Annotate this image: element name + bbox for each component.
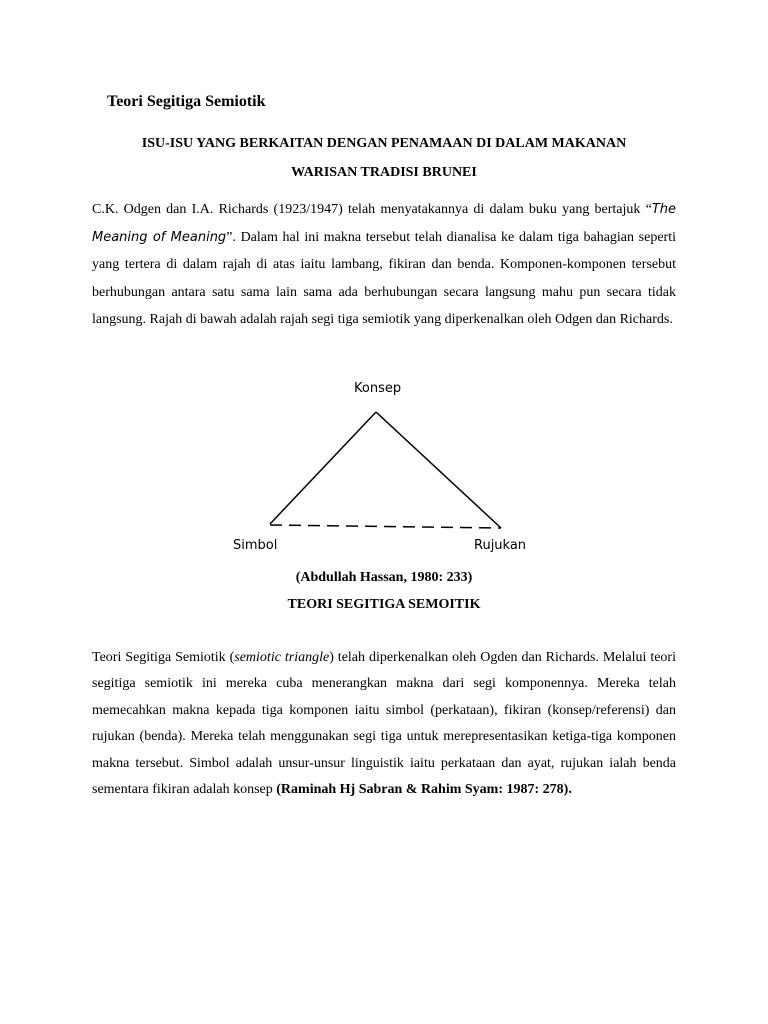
figure-title-caption: TEORI SEGITIGA SEMOITIK [287,597,481,612]
triangle-base-dashed [270,525,501,528]
label-rujukan: Rujukan [474,538,527,553]
theory-text-end: ) telah diperkenalkan oleh Ogden dan Richards. Melalui teori segitiga semiotik ini mereka cuba menerangkan makna dari segi komponennya. Mereka telah memecahkan makna kepada tiga komponen iaitu simbol (perkataan), fikiran (konsep/referensi) dan rujukan (benda). Mereka telah menggunakan segi tiga untuk merepresentasikan ketiga-tiga komponen makna tersebut. Simbol adalah unsur-unsur linguistik iaitu perkataan dan ayat, rujukan ialah benda sementara fikiran adalah konsep [92,650,676,798]
citation: (Raminah Hj Sabran & Rahim Syam: 1987: 278). [276,782,572,798]
intro-text-end: ”. Dalam hal ini makna tersebut telah dianalisa ke dalam tiga bahagian seperti yang tertera di dalam rajah di atas iaitu lambang, fikiran dan benda. Komponen-komponen tersebut berhubungan antara satu sama lain sama ada berhubungan secara langsung mahu pun secara tidak langsung. Rajah di bawah adalah rajah segi tiga semiotik yang diperkenalkan oleh Odgen dan Richards. [92,229,677,327]
semiotic-triangle-diagram [220,375,550,565]
section-title: Teori Segitiga Semiotik [107,93,266,110]
book-title: The Meaning of Meaning [92,202,676,245]
main-title-line-2: WARISAN TRADISI BRUNEI [291,165,477,180]
intro-text-start: C.K. Odgen dan I.A. Richards (1923/1947) telah menyatakannya di dalam buku yang bertajuk “ [92,202,652,217]
main-title [92,129,676,187]
semiotic-triangle-term: semiotic triangle [234,650,330,665]
theory-paragraph [92,645,676,803]
triangle-right-edge [376,412,501,528]
label-konsep: Konsep [354,381,402,396]
main-title-line-1: ISU-ISU YANG BERKAITAN DENGAN PENAMAAN DI DALAM MAKANAN [141,136,627,151]
triangle-left-edge [270,412,376,524]
intro-paragraph [92,196,676,334]
figure-source-caption: (Abdullah Hassan, 1980: 233) [295,570,473,585]
label-simbol: Simbol [233,538,278,553]
theory-text-start: Teori Segitiga Semiotik ( [92,650,235,665]
triangle-graphic [220,375,550,565]
